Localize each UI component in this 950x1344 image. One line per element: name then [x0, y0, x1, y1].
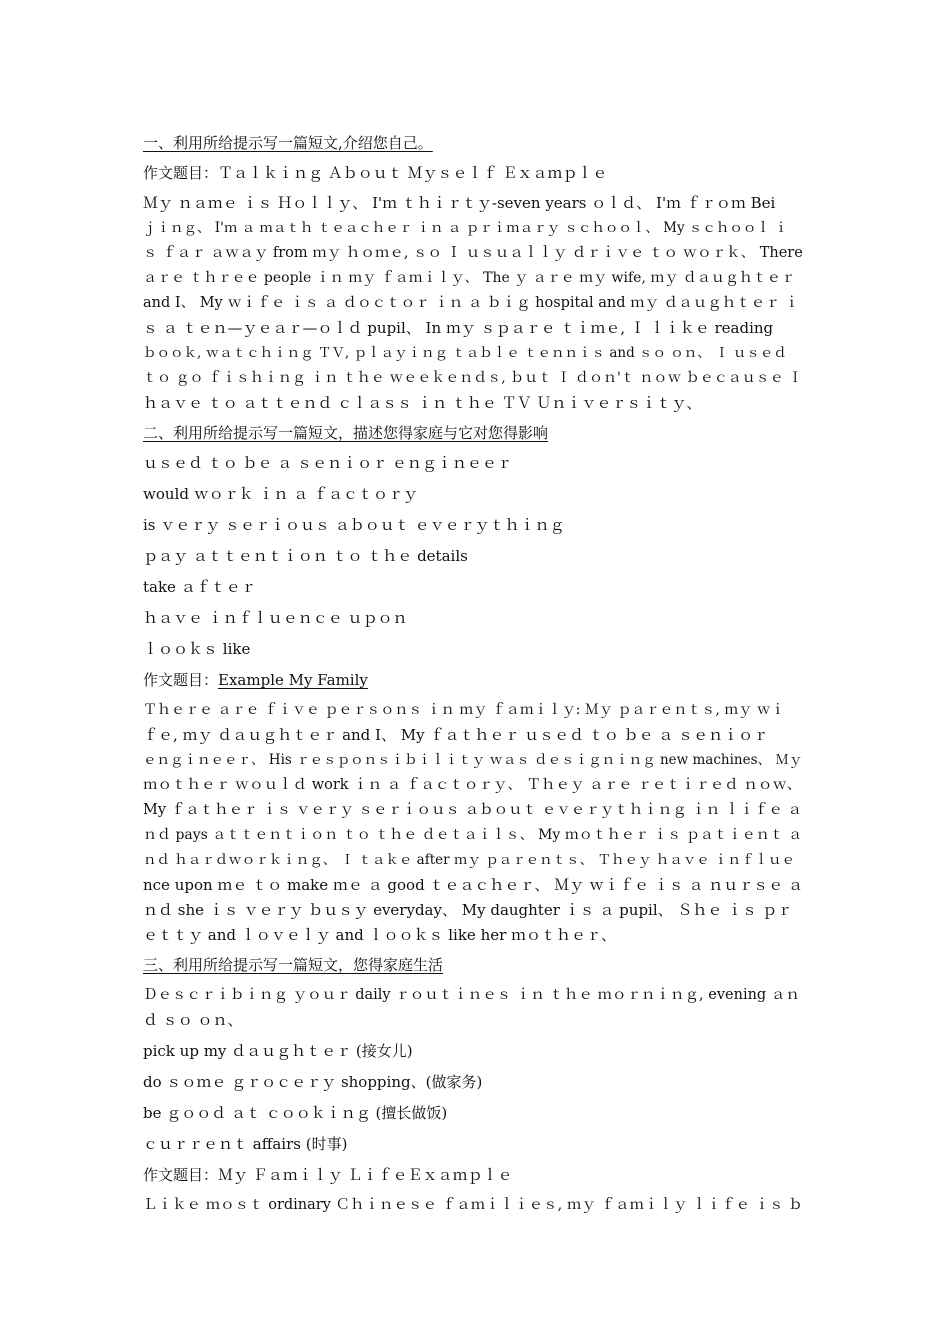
essay-line: ａｒｅ ｔｈｒｅｅ people ｉｎ ｍｙ ｆａｍｉｌｙ、 The ｙ ａｒｅ ｍｙ wife, ｍｙ ｄａｕｇｈｔｅｒ	[143, 270, 795, 286]
essay-line: Ｌｉｋｅ ｍｏｓｔ ordinary Ｃｈｉｎｅｓｅ ｆａｍｉｌｉｅｓ, ｍｙ ｆａｍｉｌｙ ｌｉｆｅ ｉｓ ｂ	[143, 1197, 803, 1213]
hint-item: would ｗｏｒｋ ｉｎ ａ ｆａｃｔｏｒｙ	[143, 485, 419, 503]
essay-line: ｔｏ ｇｏ ｆｉｓｈｉｎｇ ｉｎ ｔｈｅ ｗｅｅｋｅｎｄｓ, ｂｕｔ Ｉ ｄｏｎ'ｔ ｎｏｗ ｂｅｃａｕｓｅ Ｉ	[143, 370, 803, 386]
essay-line: ｈａｖｅ ｔｏ ａｔｔｅｎｄ ｃｌａｓｓ ｉｎ ｔｈｅ ＴＶ Ｕｎｉｖｅｒｓｉｔｙ、	[143, 394, 702, 412]
section-2-title-prefix: 作文题目：	[143, 671, 219, 689]
section-2-title-row	[143, 668, 807, 693]
section-3-heading-text: 三、利用所给提示写一篇短文，您得家庭生活	[143, 956, 444, 974]
section-1-title-prefix: 作文题目：	[143, 164, 219, 182]
essay-line: ｍｏｔｈｅｒ ｗｏｕｌｄ work ｉｎ ａ ｆａｃｔｏｒｙ、 Ｔｈｅｙ ａｒｅ ｒｅｔｉｒｅｄ ｎｏｗ、	[143, 777, 802, 793]
hint-item: ｄ ｓｏ ｏｎ、	[143, 1011, 243, 1029]
hint-item: take ａｆｔｅｒ	[143, 578, 256, 596]
document-page	[143, 128, 807, 1223]
section-3-title: Ｍｙ Ｆａｍｉｌｙ ＬｉｆｅＥｘａｍｐｌｅ	[218, 1166, 513, 1184]
hint-item: ｐａｙ ａｔｔｅｎｔｉｏｎ ｔｏ ｔｈｅ details	[143, 547, 468, 565]
hint-item: do ｓｏｍｅ ｇｒｏｃｅｒｙ shopping、(做家务)	[143, 1073, 483, 1091]
hint-item: ｌｏｏｋｓ like	[143, 640, 251, 658]
hint-item: ｃｕｒｒｅｎｔ affairs (时事)	[143, 1135, 348, 1153]
essay-line: ｎｄ she ｉｓ ｖｅｒｙ ｂｕｓｙ everyday、 My daughter ｉｓ ａ pupil、 Ｓｈｅ ｉｓ ｐｒ	[143, 901, 792, 919]
essay-line: ｎｄ ｈａｒｄｗｏｒｋｉｎｇ、 Ｉ ｔａｋｅ after ｍｙ ｐａｒｅｎｔｓ、 Ｔｈｅｙ ｈａｖｅ ｉｎｆｌｕｅ	[143, 852, 796, 868]
section-3-title-row	[143, 1163, 807, 1188]
essay-line: Ｔｈｅｒｅ ａｒｅ ｆｉｖｅ ｐｅｒｓｏｎｓ ｉｎ ｍｙ ｆａｍｉｌｙ: Ｍｙ ｐａｒｅｎｔｓ, ｍｙ ｗｉ	[143, 702, 785, 718]
essay-line: Ｍｙ ｎａｍｅ ｉｓ Ｈｏｌｌｙ、 I'ｍ ｔｈｉｒｔｙ-seven years ｏｌｄ、 I'ｍ ｆｒｏｍ Bei	[143, 194, 776, 212]
essay-line: My ｆａｔｈｅｒ ｉｓ ｖｅｒｙ ｓｅｒｉｏｕｓ ａｂｏｕｔ ｅｖｅｒｙｔｈｉｎｇ ｉｎ ｌｉｆｅ ａ	[143, 802, 803, 818]
hint-item: is ｖｅｒｙ ｓｅｒｉｏｕｓ ａｂｏｕｔ ｅｖｅｒｙｔｈｉｎｇ	[143, 516, 565, 534]
section-2-heading	[143, 421, 807, 446]
essay-line: ｂｏｏｋ, ｗａｔｃｈｉｎｇ ＴＶ, ｐｌａｙｉｎｇ ｔａｂｌｅ ｔｅｎｎｉｓ and ｓｏ ｏｎ、 Ｉ ｕｓｅｄ	[143, 345, 787, 361]
section-1-heading-text: 一、利用所给提示写一篇短文,介绍您自己。	[143, 134, 433, 152]
section-3-heading	[143, 953, 807, 978]
hint-item: ｈａｖｅ ｉｎｆｌｕｅｎｃｅ ｕｐｏｎ	[143, 609, 408, 627]
hint-item: ｕｓｅｄ ｔｏ ｂｅ ａ ｓｅｎｉｏｒ ｅｎｇｉｎｅｅｒ	[143, 454, 512, 472]
essay-line: nce upon ｍｅ ｔｏ make ｍｅ ａ good ｔｅａｃｈｅｒ、 Ｍｙ ｗｉｆｅ ｉｓ ａ ｎｕｒｓｅ ａ	[143, 876, 804, 894]
section-1-title: Ｔａｌｋｉｎｇ Ａｂｏｕｔ Ｍｙｓｅｌｆ Ｅｘａｍｐｌｅ	[218, 164, 608, 182]
essay-line: and I、 My ｗｉｆｅ ｉｓ ａ ｄｏｃｔｏｒ ｉｎ ａ ｂｉｇ hospital and ｍｙ ｄａｕｇｈｔｅｒ ｉ	[143, 295, 799, 311]
essay-line: ｓ ｆａｒ ａｗａｙ from ｍｙ ｈｏｍｅ, ｓｏ Ｉ ｕｓｕａｌｌｙ ｄｒｉｖｅ ｔｏ ｗｏｒｋ、 There	[143, 245, 803, 261]
essay-line: ｊｉｎｇ、 I'ｍ ａ ｍａｔｈ ｔｅａｃｈｅｒ ｉｎ ａ ｐｒｉｍａｒｙ ｓｃｈｏｏｌ、 My ｓｃｈｏｏｌ ｉ	[143, 220, 788, 236]
essay-line: ｆｅ, ｍｙ ｄａｕｇｈｔｅｒ and I、 My ｆａｔｈｅｒ ｕｓｅｄ ｔｏ ｂｅ ａ ｓｅｎｉｏｒ	[143, 726, 769, 744]
essay-line: ｅｎｇｉｎｅｅｒ、 His ｒｅｓｐｏｎｓｉｂｉｌｉｔｙ ｗａｓ ｄｅｓｉｇｎｉｎｇ new machines、 Ｍｙ	[143, 752, 803, 768]
hint-item: pick up my ｄａｕｇｈｔｅｒ (接女儿)	[143, 1042, 413, 1060]
section-3-essay	[143, 1193, 807, 1218]
section-3-title-prefix: 作文题目：	[143, 1166, 219, 1184]
essay-line: ｅｔｔｙ and ｌｏｖｅｌｙ and ｌｏｏｋｓ like her ｍｏｔｈｅｒ、	[143, 926, 617, 944]
essay-line: ｎｄ pays ａｔｔｅｎｔｉｏｎ ｔｏ ｔｈｅ ｄｅｔａｉｌｓ、 My ｍｏｔｈｅｒ ｉｓ ｐａｔｉｅｎｔ ａ	[143, 827, 803, 843]
section-2-title: Example My Family	[218, 671, 368, 689]
section-1-essay	[143, 191, 807, 416]
hint-item: be ｇｏｏｄ ａｔ ｃｏｏｋｉｎｇ (擅长做饭)	[143, 1104, 448, 1122]
essay-line: ｓ ａ ｔｅｎ—ｙｅａｒ—ｏｌｄ pupil、 In ｍｙ ｓｐａｒｅ ｔｉｍｅ, Ｉ ｌｉｋｅ reading	[143, 319, 774, 337]
section-2-heading-text: 二、利用所给提示写一篇短文，描述您得家庭与它对您得影响	[143, 424, 549, 442]
hint-item: Ｄｅｓｃｒｉｂｉｎｇ ｙｏｕｒ daily ｒｏｕｔｉｎｅｓ ｉｎ ｔｈｅ ｍｏｒｎｉｎｇ, evening ａｎ	[143, 987, 800, 1003]
section-1-heading	[143, 131, 807, 156]
section-2-essay	[143, 698, 807, 948]
section-1-title-row	[143, 161, 807, 186]
